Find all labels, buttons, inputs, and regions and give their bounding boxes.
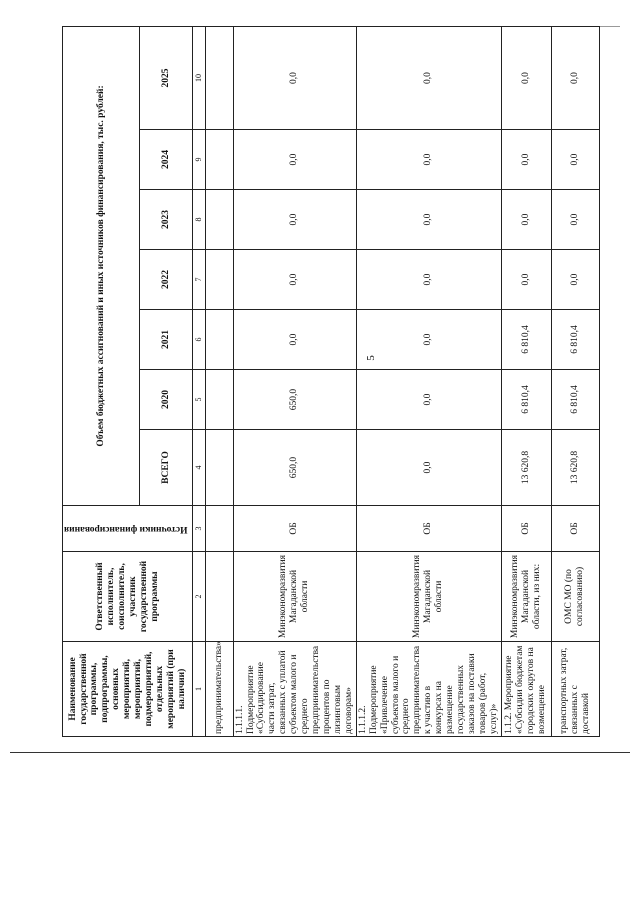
row-value: 0,0 <box>551 250 599 310</box>
col-number: 4 <box>193 430 205 506</box>
header-year-2024: 2024 <box>140 130 193 190</box>
header-year-total: ВСЕГО <box>140 430 193 506</box>
row-executor: ОМС МО (по согласованию) <box>551 552 599 642</box>
col-number: 10 <box>193 27 205 130</box>
row-value: 0,0 <box>356 190 501 250</box>
row-value: 0,0 <box>551 130 599 190</box>
table-row <box>501 27 551 737</box>
col-number: 1 <box>193 642 205 737</box>
header-year-2023: 2023 <box>140 190 193 250</box>
col-number: 8 <box>193 190 205 250</box>
horizontal-rule <box>10 752 630 753</box>
col-number: 9 <box>193 130 205 190</box>
row-name: предпринимательства» <box>205 642 233 737</box>
row-value: 6 810,4 <box>551 370 599 430</box>
col-number: 3 <box>193 506 205 552</box>
row-value: 0,0 <box>356 370 501 430</box>
row-value <box>205 370 233 430</box>
page-number: 5 <box>364 355 377 361</box>
row-value: 650,0 <box>233 430 356 506</box>
row-executor: Минэкономразвития Магаданской области <box>233 552 356 642</box>
header-year-2025: 2025 <box>140 27 193 130</box>
table-row <box>551 27 599 737</box>
row-value: 0,0 <box>233 310 356 370</box>
row-value <box>205 27 233 130</box>
row-executor: Минэкономразвития Магаданской области <box>356 552 501 642</box>
header-year-2020: 2020 <box>140 370 193 430</box>
row-value: 0,0 <box>233 190 356 250</box>
col-number: 5 <box>193 370 205 430</box>
rotated-table-container <box>62 27 591 737</box>
row-value: 0,0 <box>551 190 599 250</box>
row-value: 0,0 <box>501 130 551 190</box>
col-number: 7 <box>193 250 205 310</box>
row-value: 0,0 <box>233 130 356 190</box>
row-value: 0,0 <box>356 310 501 370</box>
header-executor: Ответственный исполнитель, соисполнитель, участник государственной программы <box>63 552 193 642</box>
row-value: 0,0 <box>501 27 551 130</box>
row-value: 0,0 <box>356 430 501 506</box>
row-value: 0,0 <box>501 190 551 250</box>
row-name: 1.1.2. Мероприятие «Субсидии бюджетам городских округов на возмещение <box>501 642 551 737</box>
row-value: 13 620,8 <box>501 430 551 506</box>
row-value: 0,0 <box>501 250 551 310</box>
row-value <box>205 250 233 310</box>
row-name: 1.1.1.2. Подмероприятие «Привлечение субъектов малого и среднего предпринимательства к участию в конкурсах на размещение государственных заказов на поставки товаров (работ, услуг)» <box>356 642 501 737</box>
row-source: ОБ <box>551 506 599 552</box>
header-volume-group: Объем бюджетных ассигнований и иных источников финансирования, тыс. рублей: <box>63 27 140 506</box>
row-value: 6 810,4 <box>501 370 551 430</box>
row-value: 0,0 <box>233 27 356 130</box>
financing-table <box>62 26 600 737</box>
row-name: 1.1.1.1. Подмероприятие «Субсидирование части затрат, связанных с уплатой субъектом малого и среднего предпринимательства процентов по лизинговым договорам» <box>233 642 356 737</box>
row-value: 0,0 <box>551 27 599 130</box>
row-value <box>205 430 233 506</box>
header-year-2021: 2021 <box>140 310 193 370</box>
row-value: 0,0 <box>356 27 501 130</box>
row-value: 650,0 <box>233 370 356 430</box>
row-name: транспортных затрат, связанных с доставкой <box>551 642 599 737</box>
row-value: 13 620,8 <box>551 430 599 506</box>
table-row <box>205 27 233 737</box>
row-value: 0,0 <box>233 250 356 310</box>
row-executor <box>205 552 233 642</box>
row-source <box>205 506 233 552</box>
header-source: Источники финансирования <box>63 506 193 552</box>
row-value: 6 810,4 <box>551 310 599 370</box>
row-source: ОБ <box>233 506 356 552</box>
row-value <box>205 310 233 370</box>
table-row <box>356 27 501 737</box>
table-row <box>233 27 356 737</box>
row-source: ОБ <box>356 506 501 552</box>
row-value <box>205 130 233 190</box>
header-year-2022: 2022 <box>140 250 193 310</box>
row-value: 0,0 <box>356 250 501 310</box>
header-name: Наименование государственной программы, подпрограммы, основных мероприятий, мероприятий, подмероприятий, отдельных мероприятий (при наличии) <box>63 642 193 737</box>
col-number: 6 <box>193 310 205 370</box>
row-source: ОБ <box>501 506 551 552</box>
col-number: 2 <box>193 552 205 642</box>
row-value: 6 810,4 <box>501 310 551 370</box>
row-value <box>205 190 233 250</box>
row-value: 0,0 <box>356 130 501 190</box>
row-executor: Минэкономразвития Магаданской области, из них: <box>501 552 551 642</box>
